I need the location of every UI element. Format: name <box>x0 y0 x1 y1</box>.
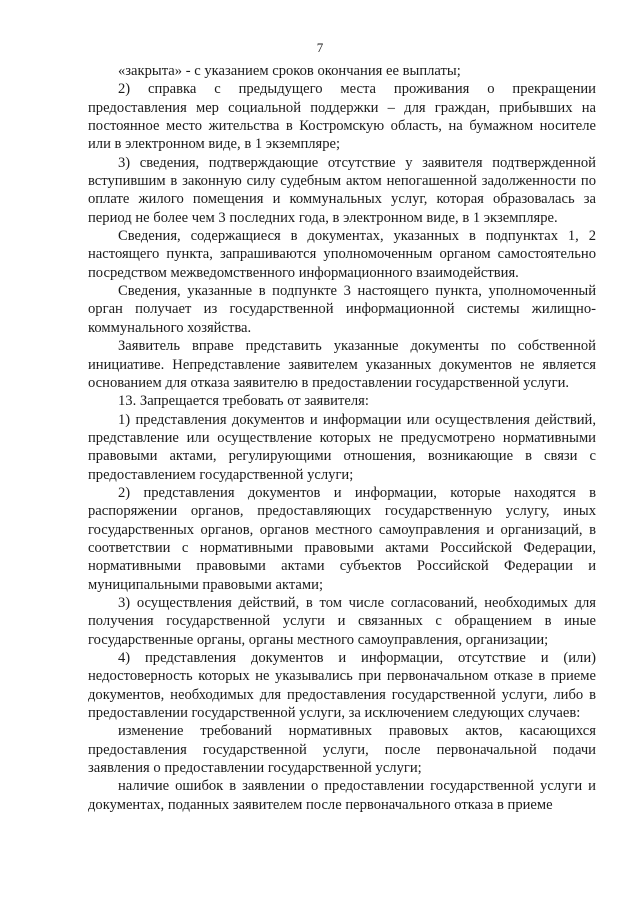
paragraph-4: Сведения, содержащиеся в документах, указанных в подпунктах 1, 2 настоящего пункта, запрашиваются уполномоченным органом самостоятельно посредством межведомственного информационного взаимодействия. <box>88 228 596 281</box>
paragraph-9: 2) представления документов и информации, которые находятся в распоряжении органов, предоставляющих государственную услугу, иных государственных органов, органов местного самоуправления и организаций, в соответствии с нормативными правовыми актами Российской Федерации, нормативными правовыми актами субъектов Российской Федерации и муниципальными правовыми актами; <box>88 484 596 593</box>
paragraph-5: Сведения, указанные в подпункте 3 настоящего пункта, уполномоченный орган получает из государственной информационной системы жилищно-коммунального хозяйства. <box>88 283 596 336</box>
paragraph-12: изменение требований нормативных правовых актов, касающихся предоставления государственной услуги, после первоначальной подачи заявления о предоставлении государственной услуги; <box>88 723 596 777</box>
document-body <box>88 62 596 814</box>
paragraph-6: Заявитель вправе представить указанные документы по собственной инициативе. Непредставление заявителем указанных документов не является основанием для отказа заявителю в предоставлении государственной услуги. <box>88 338 596 391</box>
paragraph-13: наличие ошибок в заявлении о предоставлении государственной услуги и документах, поданных заявителем после первоначального отказа в приеме <box>88 778 596 813</box>
page-number: 7 <box>316 40 324 55</box>
paragraph-7: 13. Запрещается требовать от заявителя: <box>118 393 369 410</box>
paragraph-1: «закрыта» - с указанием сроков окончания ее выплаты; <box>118 63 461 79</box>
paragraph-8: 1) представления документов и информации или осуществления действий, представление или осуществление которых не предусмотрено нормативными правовыми актами, регулирующими отношения, возникающие в связи с предоставлением государственной услуги; <box>88 411 596 483</box>
paragraph-11: 4) представления документов и информации, отсутствие и (или) недостоверность которых не указывались при первоначальном отказе в приеме документов, необходимых для предоставления государственной услуги, либо в предоставлении государственной услуги, за исключением следующих случаев: <box>88 650 596 722</box>
paragraph-2: 2) справка с предыдущего места проживания о прекращении предоставления мер социальной поддержки – для граждан, прибывших на постоянное место жительства в Костромскую область, на бумажном носителе или в электронном виде, в 1 экземпляре; <box>88 81 596 153</box>
paragraph-3: 3) сведения, подтверждающие отсутствие у заявителя подтвержденной вступившим в законную силу судебным актом непогашенной задолженности по оплате жилого помещения и коммунальных услуг, которая образовалась за период не более чем 3 последних года, в электронном виде, в 1 экземпляре. <box>88 154 596 226</box>
paragraph-10: 3) осуществления действий, в том числе согласований, необходимых для получения государственной услуги и связанных с обращением в иные государственные органы, органы местного самоуправления, организации; <box>88 594 596 648</box>
